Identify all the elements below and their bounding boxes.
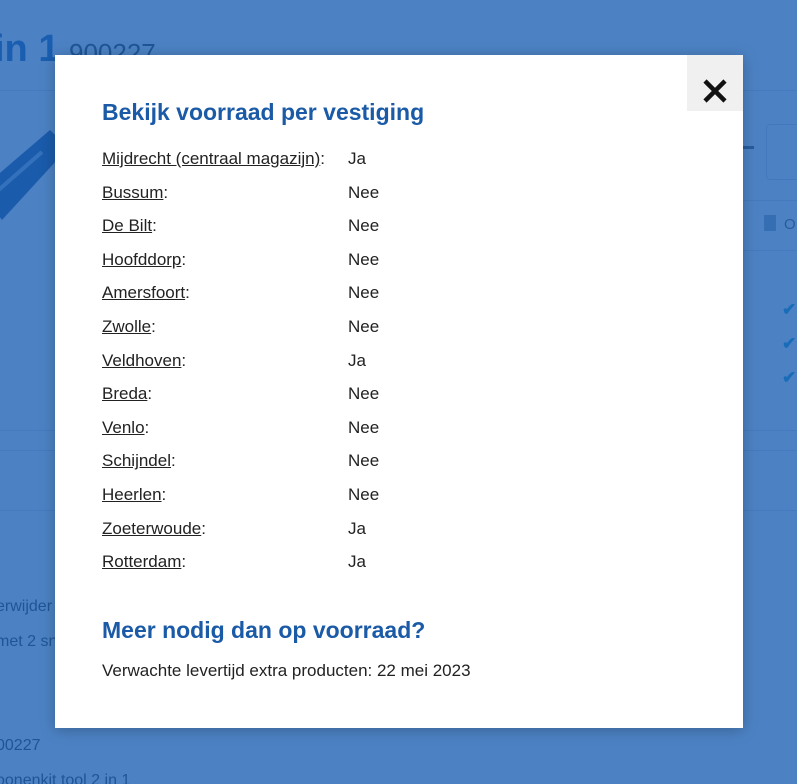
location-cell bbox=[102, 317, 348, 337]
location-cell bbox=[102, 183, 348, 203]
location-link[interactable]: Zoeterwoude bbox=[102, 518, 202, 538]
availability-value: Ja bbox=[348, 518, 366, 538]
stock-row bbox=[102, 216, 662, 250]
location-cell bbox=[102, 519, 348, 539]
availability-value: Nee bbox=[348, 249, 380, 269]
stock-list bbox=[102, 149, 662, 586]
stock-row bbox=[102, 183, 662, 217]
stock-row bbox=[102, 552, 662, 586]
stock-row bbox=[102, 451, 662, 485]
stock-row bbox=[102, 519, 662, 553]
close-button[interactable] bbox=[687, 55, 743, 111]
location-separator: : bbox=[201, 518, 206, 538]
location-link[interactable]: De Bilt bbox=[102, 216, 153, 236]
availability-value: Nee bbox=[348, 316, 380, 336]
close-icon bbox=[702, 78, 728, 104]
location-cell bbox=[102, 451, 348, 471]
location-cell bbox=[102, 384, 348, 404]
expected-leadtime: Verwachte levertijd extra producten: 22 mei 2023 bbox=[102, 661, 471, 680]
stock-row bbox=[102, 283, 662, 317]
location-cell bbox=[102, 283, 348, 303]
location-separator: : bbox=[181, 350, 187, 370]
availability-value: Nee bbox=[348, 283, 380, 303]
availability-value: Nee bbox=[348, 216, 380, 236]
availability-value: Nee bbox=[348, 451, 380, 471]
location-link[interactable]: Amersfoort bbox=[102, 283, 186, 303]
stock-row bbox=[102, 384, 662, 418]
location-link[interactable]: Hoofddorp bbox=[102, 249, 182, 269]
location-link[interactable]: Breda bbox=[102, 384, 148, 404]
stock-row bbox=[102, 149, 662, 183]
availability-value: Nee bbox=[348, 384, 380, 404]
availability-value: Ja bbox=[348, 350, 366, 370]
location-cell bbox=[102, 216, 348, 236]
location-separator: : bbox=[171, 451, 176, 471]
availability-value: Nee bbox=[348, 417, 380, 437]
location-link[interactable]: Veldhoven bbox=[102, 350, 182, 370]
location-cell bbox=[102, 418, 348, 438]
location-link[interactable]: Rotterdam bbox=[102, 552, 182, 572]
stock-row bbox=[102, 418, 662, 452]
location-separator: : bbox=[185, 283, 190, 303]
location-link[interactable]: Venlo bbox=[102, 417, 145, 437]
location-link[interactable]: Schijndel bbox=[102, 451, 171, 471]
location-separator: : bbox=[161, 484, 167, 504]
location-cell bbox=[102, 351, 348, 371]
location-separator: : bbox=[144, 417, 150, 437]
location-link[interactable]: Zwolle bbox=[102, 316, 152, 336]
location-separator: : bbox=[181, 249, 187, 269]
location-separator: : bbox=[147, 384, 153, 404]
availability-value: Ja bbox=[348, 149, 366, 168]
stock-row bbox=[102, 485, 662, 519]
location-separator: : bbox=[163, 182, 169, 202]
location-cell bbox=[102, 149, 348, 169]
modal-title: Bekijk voorraad per vestiging bbox=[102, 99, 425, 125]
location-separator: : bbox=[181, 552, 187, 572]
location-cell bbox=[102, 250, 348, 270]
location-link[interactable]: Mijdrecht (centraal magazijn) bbox=[102, 149, 321, 168]
stock-modal bbox=[55, 55, 743, 728]
availability-value: Nee bbox=[348, 484, 380, 504]
location-link[interactable]: Bussum bbox=[102, 182, 164, 202]
more-needed-title: Meer nodig dan op voorraad? bbox=[102, 617, 426, 643]
location-separator: : bbox=[320, 149, 325, 168]
location-cell bbox=[102, 485, 348, 505]
stock-row bbox=[102, 317, 662, 351]
stock-row bbox=[102, 250, 662, 284]
stock-row bbox=[102, 351, 662, 385]
location-cell bbox=[102, 552, 348, 572]
availability-value: Nee bbox=[348, 182, 380, 202]
location-link[interactable]: Heerlen bbox=[102, 484, 162, 504]
availability-value: Ja bbox=[348, 552, 366, 572]
location-separator: : bbox=[151, 316, 156, 336]
location-separator: : bbox=[152, 216, 157, 236]
